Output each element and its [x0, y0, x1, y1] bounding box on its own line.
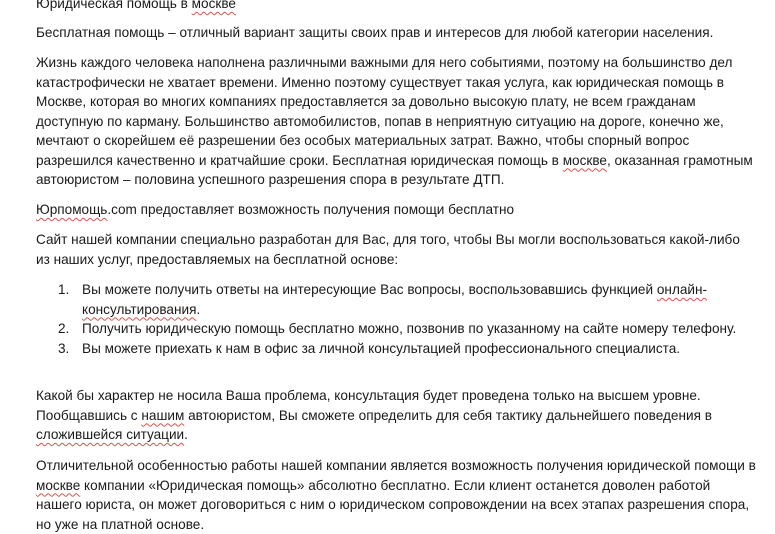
list-item [36, 280, 756, 319]
list-item-text: Получить юридическую помощь бесплатно можно, позвонив по указанному на сайте номеру телефону. [82, 321, 737, 336]
paragraph-1-text: Жизнь каждого человека наполнена различными важными для него событиями, поэтому на большинство дел катастрофически не хватает времени. Именно поэтому существует такая услуга, как юридическая помощь в Москве, которая во многих компаниях предоставляется за довольно высокую плату, не всем гражданам доступную по карману. Большинство автомобилистов, попав в неприятную ситуацию на дороге, конечно же, мечтают о скорейшем её разрешении без особых материальных затрат. Важно, чтобы спорный вопрос разрешился качественно и кратчайшие сроки. Бесплатная юридическая помощь в [36, 55, 733, 168]
list-item [36, 339, 756, 359]
services-list [36, 280, 756, 358]
doc-title [36, 0, 756, 14]
list-number: 1. [58, 282, 70, 297]
paragraph-5 [36, 456, 756, 534]
spelling-flag-word: москве [562, 152, 607, 168]
paragraph-4-mid: автоюристом, Вы сможете определить для себя тактику дальнейшего поведения в [184, 407, 712, 423]
spelling-flag-word: сложившейся ситуации [36, 427, 185, 442]
spelling-flag-word: нашим [141, 407, 185, 423]
spelling-flag-word: онлайн-консультирования [82, 282, 708, 317]
paragraph-5-text: Отличительной особенностью работы нашей компании является возможность получения юридической помощи в [36, 458, 756, 473]
paragraph-4 [36, 386, 756, 445]
list-item-text: Вы можете приехать к нам в офис за личной консультацией профессионального специалиста. [82, 340, 681, 356]
list-item-end: . [196, 301, 201, 317]
spelling-flag-word: москве [36, 477, 81, 493]
intro-paragraph: Бесплатная помощь – отличный вариант защиты своих прав и интересов для любой категории населения. [36, 25, 714, 40]
list-number: 3. [58, 340, 70, 356]
list-item [36, 319, 756, 339]
paragraph-1 [36, 53, 756, 190]
paragraph-2-domain: .com [107, 202, 137, 217]
spelling-flag-word: москве [191, 0, 236, 11]
doc-title-text: Юридическая помощь в [36, 0, 192, 11]
paragraph-3: Сайт нашей компании специально разработан для Вас, для того, чтобы Вы могли воспользоваться какой-либо из наших услуг, предоставляемых на бесплатной основе: [36, 232, 740, 267]
paragraph-4-end: . [184, 427, 188, 442]
paragraph-4-text: Какой бы характер не носила Ваша проблема, консультация будет проведена только на высшем уровне. Пообщавшись с [36, 388, 701, 423]
paragraph-2 [36, 200, 756, 220]
paragraph-5-end: компании «Юридическая помощь» абсолютно бесплатно. Если клиент останется доволен работой нашего юриста, он может договориться с ним о юридическом сопровождении на всех этапах разрешения спора, но уже на платной основе. [36, 477, 750, 532]
paragraph-2-text: предоставляет возможность получения помощи бесплатно [136, 202, 515, 217]
list-number: 2. [58, 321, 70, 336]
paragraph-1-end: , оказанная грамотным автоюристом – половина успешного разрешения спора в результате ДТП. [36, 152, 753, 187]
list-item-text: Вы можете получить ответы на интересующие Вас вопросы, воспользовавшись функцией [82, 282, 657, 297]
spelling-flag-word: Юрпомощь [36, 202, 108, 217]
